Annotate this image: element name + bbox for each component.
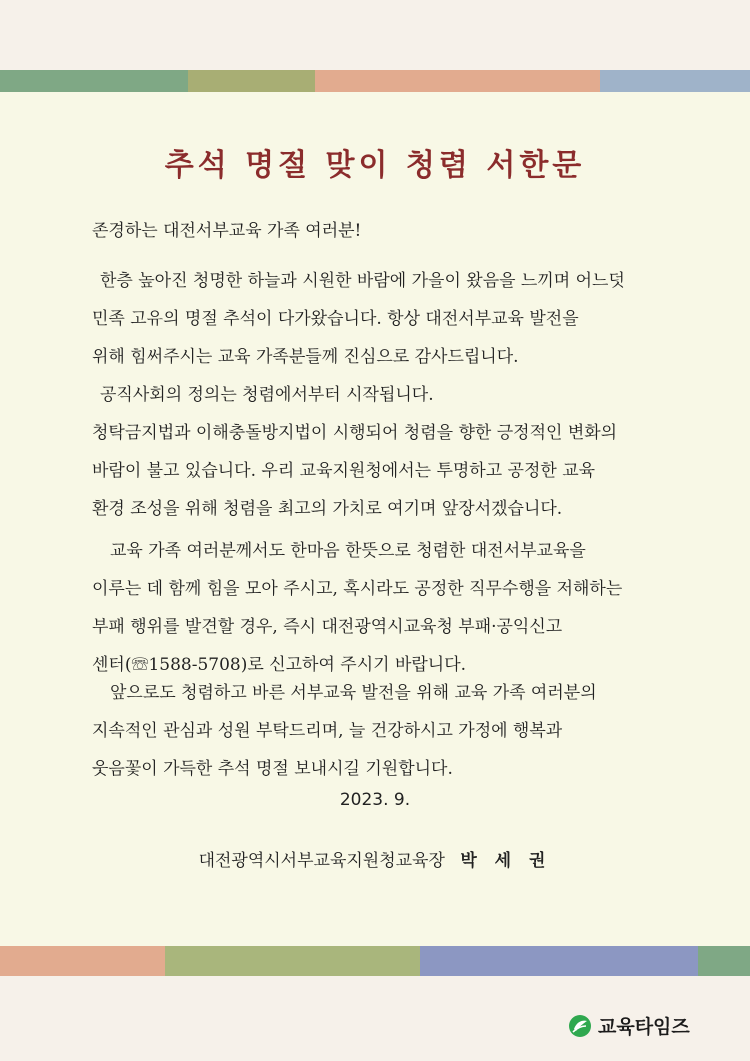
signature-name: 박 세 권	[460, 851, 552, 871]
paragraph-line: 부패 행위를 발견할 경우, 즉시 대전광역시교육청 부패·공익신고	[92, 617, 563, 637]
band-segment	[0, 70, 188, 92]
top-color-band	[0, 70, 750, 92]
letter-paragraph	[92, 532, 672, 684]
letter-greeting: 존경하는 대전서부교육 가족 여러분!	[92, 221, 362, 241]
letter-title: 추석 명절 맞이 청렴 서한문	[164, 148, 586, 183]
letter-paragraph	[92, 262, 672, 376]
paragraph-line: 민족 고유의 명절 추석이 다가왔습니다. 항상 대전서부교육 발전을	[92, 309, 579, 329]
paragraph-line: 청탁금지법과 이해충돌방지법이 시행되어 청렴을 향한 긍정적인 변화의	[92, 423, 618, 443]
paragraph-line: 이루는 데 함께 힘을 모아 주시고, 혹시라도 공정한 직무수행을 저해하는	[92, 579, 623, 599]
band-segment	[188, 70, 316, 92]
paragraph-line: 지속적인 관심과 성원 부탁드리며, 늘 건강하시고 가정에 행복과	[92, 721, 563, 741]
letter-paragraph	[92, 674, 672, 788]
band-segment	[600, 70, 750, 92]
band-segment	[698, 946, 750, 976]
letter-paragraph	[92, 376, 672, 528]
paragraph-line: 센터(☏1588-5708)로 신고하여 주시기 바랍니다.	[92, 655, 467, 675]
paragraph-line: 공직사회의 정의는 청렴에서부터 시작됩니다.	[100, 385, 434, 405]
paragraph-line: 위해 힘써주시는 교육 가족분들께 진심으로 감사드립니다.	[92, 347, 519, 367]
logo-text: 교육타임즈	[598, 1016, 690, 1038]
paragraph-line: 앞으로도 청렴하고 바른 서부교육 발전을 위해 교육 가족 여러분의	[110, 683, 597, 703]
leaf-logo-icon	[568, 1014, 592, 1038]
bottom-color-band	[0, 946, 750, 976]
paragraph-line: 바람이 불고 있습니다. 우리 교육지원청에서는 투명하고 공정한 교육	[92, 461, 596, 481]
paragraph-line: 웃음꽃이 가득한 추석 명절 보내시길 기원합니다.	[92, 759, 453, 779]
band-segment	[0, 946, 165, 976]
band-segment	[420, 946, 698, 976]
band-segment	[165, 946, 420, 976]
signature-office: 대전광역시서부교육지원청교육장	[198, 851, 445, 871]
paragraph-line: 한층 높아진 청명한 하늘과 시원한 바람에 가을이 왔음을 느끼며 어느덧	[100, 271, 625, 291]
band-segment	[315, 70, 600, 92]
letter-signature	[0, 846, 750, 871]
letter-date: 2023. 9.	[339, 790, 411, 810]
paragraph-line: 교육 가족 여러분께서도 한마음 한뜻으로 청렴한 대전서부교육을	[110, 541, 586, 561]
publisher-logo	[568, 1012, 690, 1039]
paragraph-line: 환경 조성을 위해 청렴을 최고의 가치로 여기며 앞장서겠습니다.	[92, 499, 563, 519]
